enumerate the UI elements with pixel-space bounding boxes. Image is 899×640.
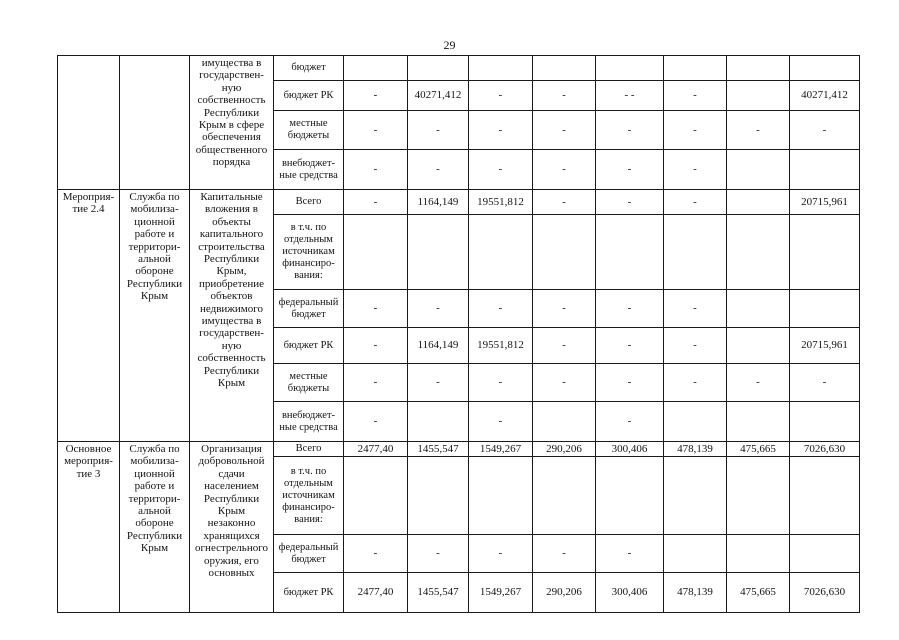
value-cell: - (664, 364, 727, 402)
value-cell (344, 56, 408, 81)
value-cell: 475,665 (727, 442, 790, 457)
table-row (58, 190, 860, 215)
value-cell (727, 150, 790, 190)
value-cell (664, 402, 727, 442)
value-cell: 19551,812 (469, 190, 533, 215)
value-cell: - (596, 328, 664, 364)
value-cell: - (533, 290, 596, 328)
description-cell: Организация добровольной сдачи населением Республики Крым незаконно хранящихся огнестрельного оружия, его основных (190, 442, 274, 613)
value-cell: - (344, 328, 408, 364)
value-cell: - (344, 535, 408, 573)
value-cell (596, 56, 664, 81)
funding-source-cell: в т.ч. по отдельным источникам финансиро- вания: (274, 215, 344, 290)
value-cell: 300,406 (596, 442, 664, 457)
value-cell (533, 402, 596, 442)
executor-cell (120, 56, 190, 190)
value-cell: 2477,40 (344, 442, 408, 457)
value-cell (408, 215, 469, 290)
value-cell (727, 328, 790, 364)
value-cell: 1164,149 (408, 328, 469, 364)
value-cell (469, 56, 533, 81)
value-cell (664, 215, 727, 290)
funding-source-cell: в т.ч. по отдельным источникам финансиро- вания: (274, 457, 344, 535)
value-cell: - (408, 150, 469, 190)
value-cell: - (469, 535, 533, 573)
value-cell (790, 290, 860, 328)
value-cell: 20715,961 (790, 328, 860, 364)
value-cell: - (596, 290, 664, 328)
funding-source-cell: Всего (274, 442, 344, 457)
value-cell: 7026,630 (790, 442, 860, 457)
value-cell: - (469, 111, 533, 150)
value-cell (344, 215, 408, 290)
event-cell: Мероприя- тие 2.4 (58, 190, 120, 442)
value-cell: - (344, 150, 408, 190)
executor-cell: Служба по мобилиза- ционной работе и территори- альной обороне Республики Крым (120, 442, 190, 613)
funding-source-cell: внебюджет- ные средства (274, 150, 344, 190)
funding-source-cell: бюджет РК (274, 81, 344, 111)
value-cell: - (533, 328, 596, 364)
value-cell: 40271,412 (408, 81, 469, 111)
value-cell: - (344, 290, 408, 328)
value-cell (790, 402, 860, 442)
value-cell (727, 457, 790, 535)
value-cell (790, 150, 860, 190)
funding-source-cell: бюджет (274, 56, 344, 81)
value-cell: 1455,547 (408, 573, 469, 613)
value-cell: 7026,630 (790, 573, 860, 613)
value-cell (790, 535, 860, 573)
value-cell: - (533, 364, 596, 402)
funding-source-cell: федеральный бюджет (274, 290, 344, 328)
event-cell: Основное мероприя- тие 3 (58, 442, 120, 613)
value-cell: 1455,547 (408, 442, 469, 457)
value-cell: 2477,40 (344, 573, 408, 613)
value-cell: - (664, 150, 727, 190)
value-cell: - (664, 328, 727, 364)
value-cell: - (790, 111, 860, 150)
value-cell: - (469, 364, 533, 402)
value-cell: - (596, 402, 664, 442)
value-cell (408, 402, 469, 442)
value-cell (790, 215, 860, 290)
value-cell: - (469, 290, 533, 328)
executor-cell: Служба по мобилиза- ционной работе и территори- альной обороне Республики Крым (120, 190, 190, 442)
value-cell: - (344, 81, 408, 111)
value-cell: - (533, 190, 596, 215)
value-cell: - (596, 150, 664, 190)
value-cell (469, 457, 533, 535)
value-cell (727, 215, 790, 290)
value-cell: 300,406 (596, 573, 664, 613)
value-cell: 20715,961 (790, 190, 860, 215)
funding-source-cell: внебюджет- ные средства (274, 402, 344, 442)
value-cell (727, 56, 790, 81)
value-cell: - (664, 190, 727, 215)
value-cell (408, 56, 469, 81)
page-number: 29 (443, 38, 456, 52)
value-cell (790, 457, 860, 535)
funding-source-cell: бюджет РК (274, 573, 344, 613)
value-cell: - (344, 364, 408, 402)
value-cell (727, 290, 790, 328)
value-cell: - (408, 290, 469, 328)
funding-source-cell: бюджет РК (274, 328, 344, 364)
value-cell: - (533, 150, 596, 190)
value-cell: - (727, 111, 790, 150)
value-cell: 1164,149 (408, 190, 469, 215)
value-cell: 290,206 (533, 573, 596, 613)
event-cell (58, 56, 120, 190)
value-cell (664, 56, 727, 81)
value-cell: - (533, 81, 596, 111)
value-cell (533, 457, 596, 535)
value-cell (790, 56, 860, 81)
value-cell (727, 535, 790, 573)
value-cell: - (344, 190, 408, 215)
value-cell (664, 535, 727, 573)
description-cell: имущества в государствен- ную собственность Республики Крым в сфере обеспечения общественного порядка (190, 56, 274, 190)
funding-source-cell: местные бюджеты (274, 364, 344, 402)
value-cell: - - (596, 81, 664, 111)
value-cell (596, 215, 664, 290)
description-cell: Капитальные вложения в объекты капитального строительства Республики Крым, приобретение объектов недвижимого имущества в государствен- ную собственность Республики Крым (190, 190, 274, 442)
value-cell: - (727, 364, 790, 402)
value-cell (596, 457, 664, 535)
value-cell: - (664, 81, 727, 111)
value-cell: 478,139 (664, 573, 727, 613)
value-cell: - (664, 290, 727, 328)
value-cell (344, 457, 408, 535)
value-cell: - (596, 364, 664, 402)
value-cell: - (469, 81, 533, 111)
value-cell (664, 457, 727, 535)
value-cell: - (596, 190, 664, 215)
value-cell: 1549,267 (469, 573, 533, 613)
value-cell: 478,139 (664, 442, 727, 457)
value-cell (533, 56, 596, 81)
value-cell: 19551,812 (469, 328, 533, 364)
value-cell: - (408, 111, 469, 150)
value-cell: - (408, 364, 469, 402)
value-cell: 40271,412 (790, 81, 860, 111)
value-cell: - (664, 111, 727, 150)
value-cell: - (344, 111, 408, 150)
value-cell: 475,665 (727, 573, 790, 613)
value-cell: - (533, 111, 596, 150)
table-row (58, 442, 860, 457)
table-row (58, 56, 860, 81)
value-cell: - (344, 402, 408, 442)
value-cell: - (790, 364, 860, 402)
value-cell: - (469, 150, 533, 190)
funding-source-cell: Всего (274, 190, 344, 215)
value-cell: - (408, 535, 469, 573)
value-cell: - (596, 111, 664, 150)
value-cell (469, 215, 533, 290)
value-cell (533, 215, 596, 290)
value-cell (408, 457, 469, 535)
value-cell (727, 81, 790, 111)
funding-source-cell: федеральный бюджет (274, 535, 344, 573)
value-cell: - (469, 402, 533, 442)
value-cell: 290,206 (533, 442, 596, 457)
funding-source-cell: местные бюджеты (274, 111, 344, 150)
value-cell (727, 402, 790, 442)
value-cell: 1549,267 (469, 442, 533, 457)
value-cell: - (596, 535, 664, 573)
value-cell: - (533, 535, 596, 573)
value-cell (727, 190, 790, 215)
budget-table (57, 55, 860, 613)
